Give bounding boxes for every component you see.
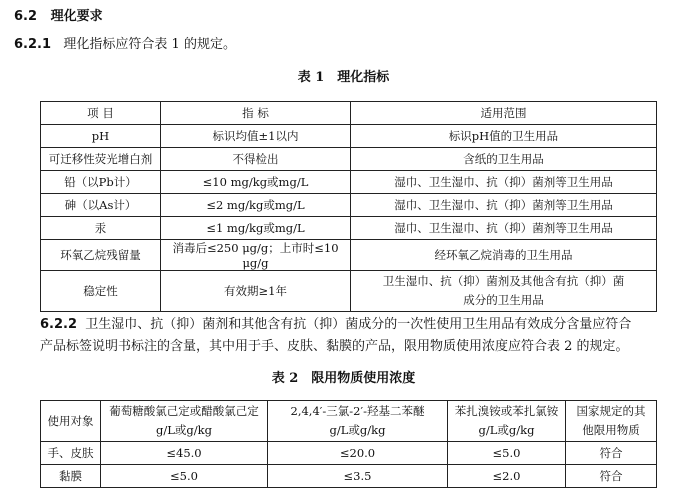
cell-indicator: ≤1 mg/kg或mg/L <box>161 217 351 240</box>
table-physicochemical-indicators <box>40 101 657 312</box>
clause-6-2-1 <box>14 33 236 52</box>
cell-target: 黏膜 <box>41 465 101 488</box>
table-row <box>41 148 657 171</box>
cell-value: ≤2.0 <box>448 465 566 488</box>
header-target: 使用对象 <box>41 401 101 442</box>
cell-scope: 含纸的卫生用品 <box>351 148 657 171</box>
cell-value: ≤3.5 <box>268 465 448 488</box>
cell-scope: 湿巾、卫生湿巾、抗（抑）菌剂等卫生用品 <box>351 217 657 240</box>
table-row <box>41 442 657 465</box>
cell-indicator: 不得检出 <box>161 148 351 171</box>
cell-indicator: ≤2 mg/kg或mg/L <box>161 194 351 217</box>
cell-indicator: 标识均值±1以内 <box>161 125 351 148</box>
table-header-row <box>41 102 657 125</box>
cell-value: ≤20.0 <box>268 442 448 465</box>
cell-value: ≤5.0 <box>448 442 566 465</box>
cell-value: ≤45.0 <box>101 442 268 465</box>
clause-line-1: 卫生湿巾、抗（抑）菌剂和其他含有抗（抑）菌成分的一次性使用卫生用品有效成分含量应符合 <box>85 317 632 332</box>
table2-caption: 表 2 限用物质使用浓度 <box>271 371 416 386</box>
substance-unit: g/L或g/kg <box>156 423 212 437</box>
cell-item: 稳定性 <box>41 271 161 312</box>
substance-unit: g/L或g/kg <box>329 423 386 437</box>
cell-scope: 湿巾、卫生湿巾、抗（抑）菌剂等卫生用品 <box>351 171 657 194</box>
substance-name: 苯扎溴铵或苯扎氯铵 <box>454 404 559 418</box>
section-heading <box>14 5 103 24</box>
header-substance <box>448 401 566 442</box>
clause-text: 理化指标应符合表 1 的规定。 <box>63 37 236 52</box>
header-substance <box>101 401 268 442</box>
table-row <box>41 271 657 312</box>
substance-name: 国家规定的其 <box>576 404 646 418</box>
cell-item: 汞 <box>41 217 161 240</box>
cell-item: 砷（以As计） <box>41 194 161 217</box>
cell-indicator: ≤10 mg/kg或mg/L <box>161 171 351 194</box>
header-indicator: 指 标 <box>161 102 351 125</box>
header-scope: 适用范围 <box>351 102 657 125</box>
substance-unit: 他限用物质 <box>582 423 640 437</box>
cell-item: 环氧乙烷残留量 <box>41 240 161 271</box>
table-row <box>41 465 657 488</box>
table-row <box>41 217 657 240</box>
cell-scope: 卫生湿巾、抗（抑）菌剂及其他含有抗（抑）菌成分的卫生用品 <box>351 271 657 312</box>
substance-name: 2,4,4′-三氯-2′-羟基二苯醚 <box>290 404 425 418</box>
clause-6-2-2 <box>40 314 631 358</box>
clause-number: 6.2.1 <box>14 37 52 52</box>
table1-caption: 表 1 理化指标 <box>297 70 390 85</box>
substance-unit: g/L或g/kg <box>478 423 535 437</box>
cell-item: 可迁移性荧光增白剂 <box>41 148 161 171</box>
cell-scope: 湿巾、卫生湿巾、抗（抑）菌剂等卫生用品 <box>351 194 657 217</box>
table-row <box>41 171 657 194</box>
table-row <box>41 125 657 148</box>
cell-value: ≤5.0 <box>101 465 268 488</box>
cell-target: 手、皮肤 <box>41 442 101 465</box>
cell-indicator: 消毒后≤250 μg/g；上市时≤10 μg/g <box>161 240 351 271</box>
header-substance <box>566 401 657 442</box>
cell-indicator: 有效期≥1年 <box>161 271 351 312</box>
table-row <box>41 240 657 271</box>
cell-item: pH <box>41 125 161 148</box>
cell-value: 符合 <box>566 465 657 488</box>
header-substance <box>268 401 448 442</box>
table-restricted-substances <box>40 400 657 488</box>
table-row <box>41 194 657 217</box>
section-title: 理化要求 <box>50 9 103 24</box>
header-item: 项 目 <box>41 102 161 125</box>
clause-number: 6.2.2 <box>40 317 78 332</box>
clause-line-2: 产品标签说明书标注的含量，其中用于手、皮肤、黏膜的产品，限用物质使用浓度应符合表 2 的规定。 <box>40 339 629 354</box>
cell-scope: 经环氧乙烷消毒的卫生用品 <box>351 240 657 271</box>
cell-scope: 标识pH值的卫生用品 <box>351 125 657 148</box>
cell-value: 符合 <box>566 442 657 465</box>
table-header-row <box>41 401 657 442</box>
cell-item: 铅（以Pb计） <box>41 171 161 194</box>
section-number: 6.2 <box>14 9 38 24</box>
substance-name: 葡萄糖酸氯己定或醋酸氯己定 <box>109 404 259 418</box>
